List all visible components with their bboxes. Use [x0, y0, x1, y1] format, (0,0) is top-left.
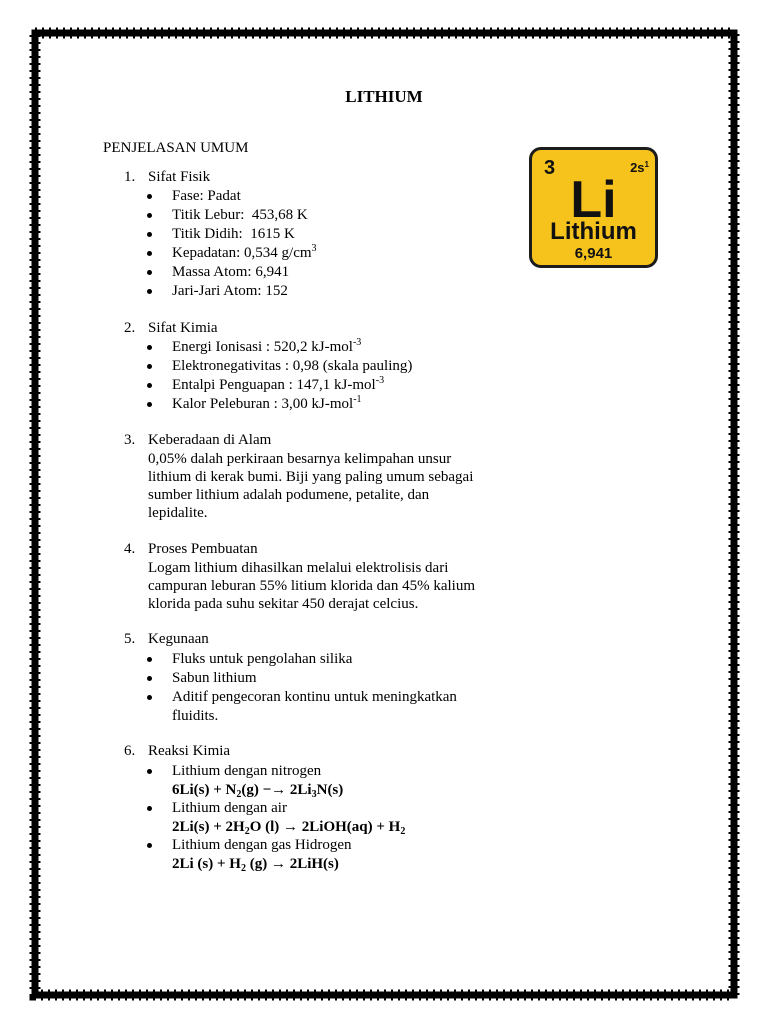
section-title: Proses Pembuatan — [148, 541, 258, 557]
paragraph-text: lithium di kerak bumi. Biji yang paling umum sebagai — [148, 469, 474, 485]
superscript: -3 — [352, 337, 362, 348]
bullet-icon — [147, 383, 152, 388]
equation-part: N(s) — [316, 781, 344, 798]
section-number: 2. — [124, 320, 136, 336]
list-item — [124, 669, 524, 688]
list-item — [124, 357, 524, 376]
list-item — [124, 650, 524, 669]
equation-part: 6Li(s) + N — [172, 781, 237, 798]
section-number: 6. — [124, 743, 136, 759]
section-heading — [124, 540, 524, 559]
reaction-label-text: Lithium dengan gas Hidrogen — [172, 837, 352, 854]
bullet-icon — [147, 232, 152, 237]
superscript: -3 — [375, 375, 385, 386]
chemical-equation — [124, 781, 524, 800]
equation-subscript: 2 — [400, 825, 406, 837]
equation-part: 2Li (s) + H — [172, 855, 241, 872]
equation-subscript: 2 — [240, 862, 246, 874]
paragraph-text: klorida pada suhu sekitar 450 derajat celcius. — [148, 596, 419, 612]
list-item — [124, 282, 524, 301]
paragraph-text: 0,05% dalah perkiraan besarnya kelimpahan unsur — [148, 451, 452, 467]
equation-subscript: 2 — [244, 825, 250, 837]
section-kegunaan — [124, 630, 524, 726]
list-item-text: Jari-Jari Atom: 152 — [172, 283, 288, 299]
section-heading — [124, 431, 524, 450]
electron-configuration-superscript: 1 — [644, 160, 649, 169]
section-sifat-kimia — [124, 319, 524, 414]
bullet-icon — [147, 251, 152, 256]
equation-subscript: 2 — [236, 788, 242, 800]
section-proses-pembuatan — [124, 540, 524, 613]
list-item-text: Kepadatan: 0,534 g/cm — [172, 245, 312, 261]
list-item-text: Entalpi Penguapan : 147,1 kJ-mol — [172, 377, 376, 393]
superscript: -1 — [353, 394, 362, 405]
list-item — [124, 395, 524, 414]
bullet-icon — [147, 402, 152, 407]
element-tile — [529, 147, 658, 268]
section-title: Sifat Fisik — [148, 169, 211, 185]
paragraph-line — [124, 486, 524, 504]
list-item-text: Sabun lithium — [172, 670, 257, 686]
list-item — [124, 187, 524, 206]
bullet-icon — [147, 364, 152, 369]
section-heading — [124, 319, 524, 338]
element-symbol: Li — [570, 171, 617, 229]
section-number: 3. — [124, 432, 136, 448]
bullet-icon — [147, 194, 152, 199]
list-item-text: fluidits. — [172, 708, 219, 724]
section-title: Keberadaan di Alam — [148, 432, 272, 448]
section-title: Sifat Kimia — [148, 320, 218, 336]
list-item — [124, 376, 524, 395]
paragraph-line — [124, 559, 524, 577]
bullet-list — [124, 650, 524, 726]
page-title: LITHIUM — [345, 87, 423, 106]
equation-part: 2Li(s) + 2H — [172, 818, 245, 835]
reaction-list — [124, 762, 524, 874]
section-number: 5. — [124, 631, 136, 647]
bullet-icon — [147, 695, 152, 700]
equation-part: (g) → 2LiH(s) — [245, 855, 339, 872]
bullet-icon — [147, 289, 152, 294]
equation-subscript: 3 — [311, 788, 317, 800]
bullet-list — [124, 338, 524, 414]
paragraph-text: sumber lithium adalah podumene, petalite, dan — [148, 487, 430, 503]
reaction-label-text: Lithium dengan nitrogen — [172, 763, 322, 779]
list-item-text: Aditif pengecoran kontinu untuk meningkatkan — [172, 689, 457, 705]
list-item-text: Kalor Peleburan : 3,00 kJ-mol — [172, 396, 354, 412]
paragraph-text: Logam lithium dihasilkan melalui elektrolisis dari — [148, 560, 449, 576]
bullet-icon — [147, 806, 152, 811]
bullet-icon — [147, 345, 152, 350]
list-item — [124, 244, 524, 263]
chemical-equation — [124, 818, 524, 837]
bullet-list — [124, 187, 524, 301]
section-keberadaan-di-alam — [124, 431, 524, 522]
reaction-label — [124, 762, 524, 781]
list-item-text: Fase: Padat — [172, 188, 241, 204]
section-heading — [124, 742, 524, 761]
section-heading — [124, 630, 524, 649]
section-title: Reaksi Kimia — [148, 743, 231, 759]
section-title: Kegunaan — [148, 631, 209, 647]
list-item-text: Titik Lebur: 453,68 K — [172, 207, 308, 223]
section-number: 4. — [124, 541, 136, 557]
list-item-text: Elektronegativitas : 0,98 (skala pauling) — [172, 358, 413, 374]
list-item — [124, 225, 524, 244]
list-item — [124, 206, 524, 225]
atomic-number: 3 — [544, 157, 556, 179]
bullet-icon — [147, 657, 152, 662]
element-name: Lithium — [550, 218, 637, 245]
paragraph — [124, 559, 524, 613]
list-item — [124, 688, 524, 707]
equation-part: (g) −→ 2Li — [241, 781, 312, 798]
list-item-text: Massa Atom: 6,941 — [172, 264, 290, 280]
reaction-label — [124, 799, 524, 818]
section-reaksi-kimia — [124, 742, 524, 874]
paragraph — [124, 450, 524, 522]
paragraph-line — [124, 577, 524, 595]
bullet-icon — [147, 270, 152, 275]
superscript: 3 — [311, 243, 317, 254]
reaction-label-text: Lithium dengan air — [172, 800, 287, 817]
section-number: 1. — [124, 169, 136, 185]
list-item-text: Fluks untuk pengolahan silika — [172, 651, 353, 667]
paragraph-line — [124, 450, 524, 468]
section-heading-general: PENJELASAN UMUM — [103, 140, 249, 156]
bullet-icon — [147, 769, 152, 774]
atomic-mass: 6,941 — [574, 245, 613, 262]
section-sifat-fisik — [124, 168, 524, 301]
equation-part: O (l) → 2LiOH(aq) + H — [249, 818, 401, 835]
reaction-label — [124, 836, 524, 855]
list-item-text: Energi Ionisasi : 520,2 kJ-mol — [172, 339, 353, 355]
paragraph-text: lepidalite. — [148, 505, 208, 521]
electron-configuration-base: 2s — [630, 160, 645, 175]
paragraph-line — [124, 504, 524, 522]
bullet-icon — [147, 213, 152, 218]
paragraph-text: campuran leburan 55% litium klorida dan 45% kalium — [148, 578, 475, 594]
paragraph-line — [124, 468, 524, 486]
list-item — [124, 263, 524, 282]
chemical-equation — [124, 855, 524, 874]
list-item-text: Titik Didih: 1615 K — [172, 226, 295, 242]
list-item — [124, 338, 524, 357]
paragraph-line — [124, 595, 524, 613]
section-heading — [124, 168, 524, 187]
bullet-icon — [147, 676, 152, 681]
bullet-icon — [147, 843, 152, 848]
list-item-continuation — [124, 707, 524, 726]
